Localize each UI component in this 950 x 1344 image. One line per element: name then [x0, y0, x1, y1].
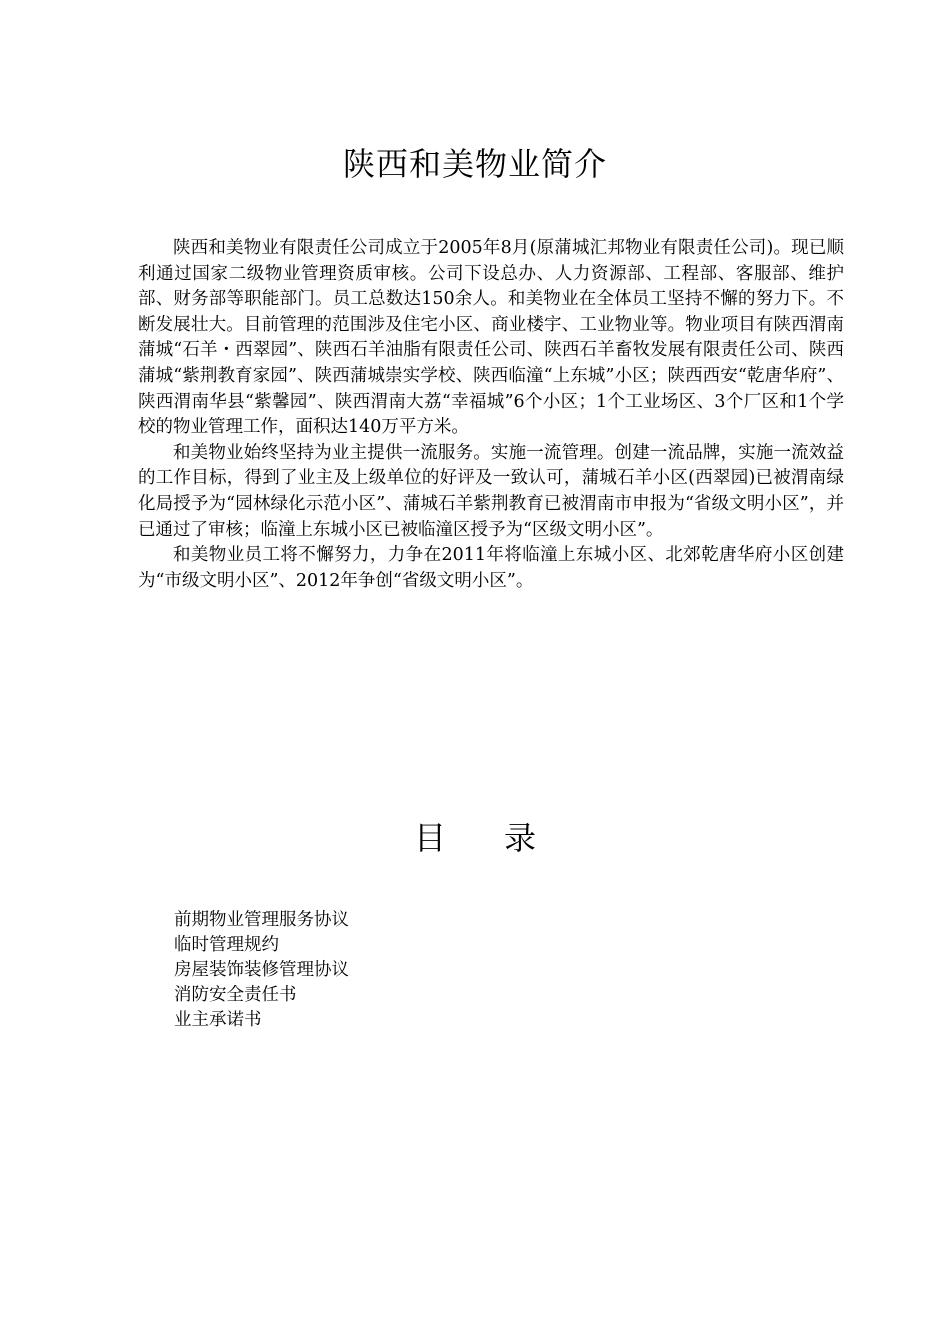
- toc-item-decoration-agreement[interactable]: 房屋装饰装修管理协议: [174, 960, 349, 980]
- intro-paragraph: 陕西和美物业有限责任公司成立于2005年8月(原蒲城汇邦物业有限责任公司)。现已顺利通过国家二级物业管理资质审核。公司下设总办、人力资源部、工程部、客服部、维护部、财务部等职能部门。员工总数达150余人。和美物业在全体员工坚持不懈的努力下。不断发展壮大。目前管理的范围涉及住宅小区、商业楼宇、工业物业等。物业项目有陕西渭南蒲城“石羊・西翠园”、陕西石羊油脂有限责任公司、陕西石羊畜牧发展有限责任公司、陕西蒲城“紫荆教育家园”、陕西蒲城崇实学校、陕西临潼“上东城”小区；陕西西安“乾唐华府”、陕西渭南华县“紫馨园”、陕西渭南大荔“幸福城”6个小区；1个工业场区、3个厂区和1个学校的物业管理工作，面积达140万平方米。: [138, 238, 844, 438]
- toc-item-owner-pledge[interactable]: 业主承诺书: [174, 1010, 262, 1030]
- table-of-contents-title: [0, 814, 950, 862]
- intro-paragraph: 和美物业员工将不懈努力，力争在2011年将临潼上东城小区、北郊乾唐华府小区创建为“市级文明小区”、2012年争创“省级文明小区”。: [138, 545, 844, 591]
- toc-title-char: 录: [504, 819, 537, 857]
- toc-item-temporary-rules[interactable]: 临时管理规约: [174, 935, 279, 955]
- toc-title-char: 目: [413, 819, 446, 857]
- intro-paragraph: 和美物业始终坚持为业主提供一流服务。实施一流管理。创建一流品牌，实施一流效益的工作目标，得到了业主及上级单位的好评及一致认可，蒲城石羊小区(西翠园)已被渭南绿化局授予为“园林绿化示范小区”、蒲城石羊紫荆教育已被渭南市申报为“省级文明小区”，并已通过了审核；临潼上东城小区已被临潼区授予为“区级文明小区”。: [138, 442, 844, 540]
- company-introduction: [138, 236, 844, 594]
- toc-item-service-agreement[interactable]: 前期物业管理服务协议: [174, 910, 349, 930]
- document-title: 陕西和美物业简介: [342, 145, 607, 183]
- table-of-contents: [174, 908, 349, 1033]
- toc-item-fire-safety[interactable]: 消防安全责任书: [174, 985, 297, 1005]
